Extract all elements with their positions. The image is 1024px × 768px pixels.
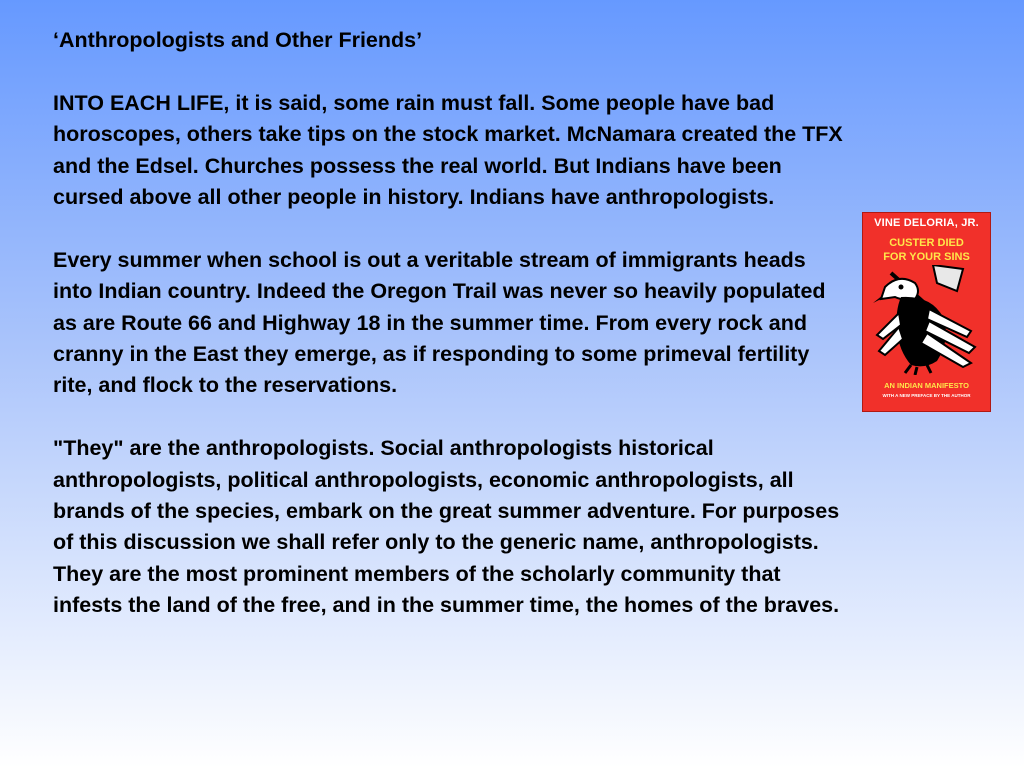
book-title-line-1: CUSTER DIED — [889, 237, 964, 249]
paragraph-3: "They" are the anthropologists. Social anthropologists historical anthropologists, political anthropologists, economic anthropologists, all brands of the species, embark on the great summer adventure. For purposes of this discussion we shall refer only to the generic name, anthropologists. They are the most prominent members of the scholarly community that infests the land of the free, and in the summer time, the homes of the braves. — [53, 436, 840, 618]
paragraph-2: Every summer when school is out a veritable stream of immigrants heads into Indian country. Indeed the Oregon Trail was never so heavily populated as are Route 66 and Highway 18 in the summer time. From every rock and cranny in the East they emerge, as if responding to some primeval fertility rite, and flock to the reservations. — [53, 247, 826, 398]
book-title-line-2: FOR YOUR SINS — [883, 251, 970, 263]
eagle-illustration-icon — [871, 265, 984, 375]
text-block — [53, 25, 843, 653]
book-cover-image — [862, 212, 991, 412]
book-title — [863, 236, 990, 264]
slide-title: ‘Anthropologists and Other Friends’ — [53, 28, 423, 52]
book-author: VINE DELORIA, JR. — [874, 217, 979, 229]
book-subtitle: AN INDIAN MANIFESTO — [884, 381, 969, 390]
book-note: WITH A NEW PREFACE BY THE AUTHOR — [882, 393, 971, 398]
paragraph-1: INTO EACH LIFE, it is said, some rain must fall. Some people have bad horoscopes, others take tips on the stock market. McNamara created the TFX and the Edsel. Churches possess the real world. But Indians have been cursed above all other people in history. Indians have anthropologists. — [53, 90, 843, 210]
